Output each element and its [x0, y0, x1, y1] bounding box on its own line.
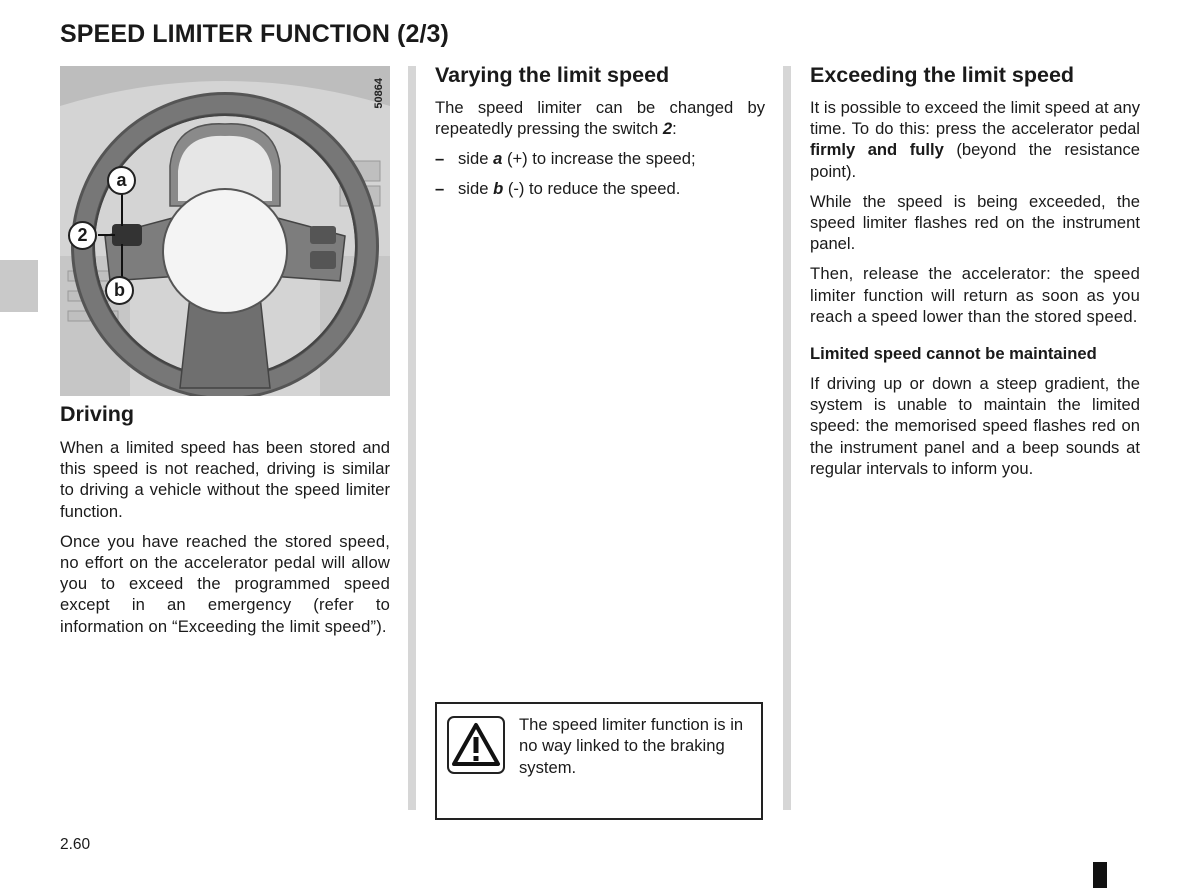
warning-triangle-icon: [447, 716, 505, 774]
varying-section: [435, 63, 765, 199]
steering-wheel-drawing: [60, 66, 390, 396]
exceeding-subheading: Limited speed cannot be maintained: [810, 344, 1097, 364]
bullet-increase: – side a (+) to increase the speed;: [435, 149, 696, 169]
bullet-reduce: – side b (-) to reduce the speed.: [435, 179, 681, 199]
driving-section: [60, 402, 390, 637]
section-tab-marker: [0, 260, 38, 312]
warning-box: [435, 702, 763, 820]
thumb-index-marker: [1093, 862, 1107, 888]
callout-a: a: [107, 166, 136, 195]
varying-heading: Varying the limit speed: [435, 63, 670, 87]
driving-paragraph-1: When a limited speed has been stored and this speed is not reached, driving is similar to driving a vehicle without the speed limiter function.: [60, 438, 390, 521]
warning-text: The speed limiter function is in no way linked to the braking system.: [519, 715, 744, 777]
callout-b: b: [105, 276, 134, 305]
switch-reference: 2: [662, 119, 673, 139]
exceeding-heading: Exceeding the limit speed: [810, 63, 1075, 87]
steering-wheel-illustration: [60, 66, 390, 396]
page-title: SPEED LIMITER FUNCTION (2/3): [60, 20, 449, 48]
callout-2: 2: [68, 221, 97, 250]
figure-number: 50864: [373, 78, 385, 109]
exceeding-paragraph-3: Then, release the accelerator: the speed limiter function will return as soon as you reach a speed lower than the stored speed.: [810, 264, 1140, 326]
exceeding-paragraph-1: It is possible to exceed the limit speed at any time. To do this: press the accelerator pedal firmly and fully (beyond the resistance point).: [810, 98, 1140, 181]
varying-intro: The speed limiter can be changed by repeatedly pressing the switch 2:: [435, 98, 765, 139]
page-number: 2.60: [60, 836, 91, 853]
driving-heading: Driving: [60, 402, 135, 426]
column-divider-right: [783, 66, 791, 810]
exceeding-paragraph-2: While the speed is being exceeded, the speed limiter flashes red on the instrument panel.: [810, 191, 1140, 254]
exceeding-section: [810, 63, 1140, 479]
exceeding-paragraph-4: If driving up or down a steep gradient, the system is unable to maintain the limited speed: the memorised speed flashes red on the instrument panel and a beep sounds at regular intervals to inform you.: [810, 374, 1140, 478]
column-divider-left: [408, 66, 416, 810]
driving-paragraph-2: Once you have reached the stored speed, no effort on the accelerator pedal will allow you to exceed the programmed speed except in an emergency (refer to information on “Exceeding the limit speed”).: [60, 531, 390, 636]
